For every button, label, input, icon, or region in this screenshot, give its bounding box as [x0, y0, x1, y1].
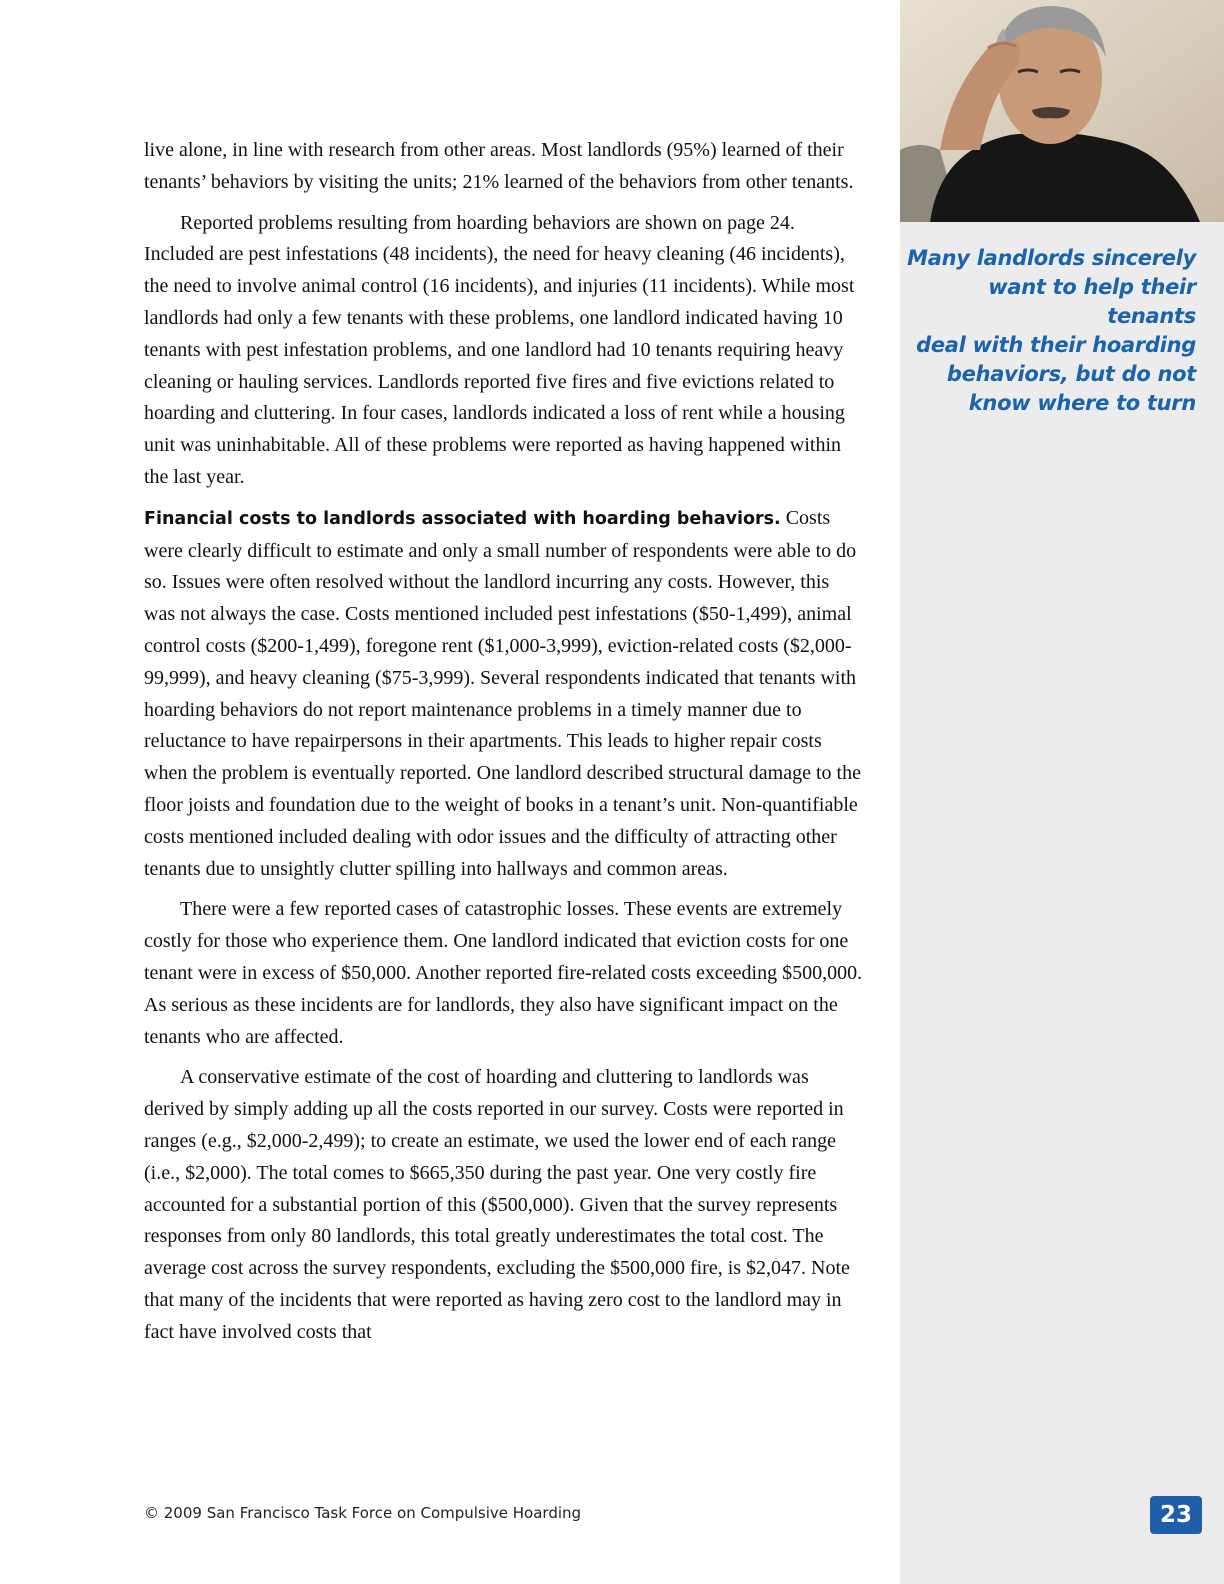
page-number: 23 — [1150, 1496, 1202, 1534]
pull-quote-line: deal with their hoarding — [916, 333, 1196, 357]
pull-quote-line: Many landlords sincerely — [907, 246, 1196, 270]
paragraph-text: A conservative estimate of the cost of hoarding and cluttering to landlords was derived by simply adding up all the costs reported in our survey. Costs were reported in ranges (e.g., $2,000-2,499); to create an estimate, we used the lower end of each range (i.e., $2,000). The total comes to $665,350 during the past year. One very costly fire accounted for a substantial portion of this ($500,000). Given that the survey represents responses from only 80 landlords, this total greatly underestimates the total cost. The average cost across the survey respondents, excluding the $500,000 fire, is $2,047. Note that many of the incidents that were reported as having zero cost to the landlord may in fact have involved costs that — [144, 1066, 850, 1343]
photo-illustration — [900, 0, 1224, 222]
run-in-heading: Financial costs to landlords associated with hoarding behaviors. — [144, 508, 781, 529]
body-text — [144, 135, 864, 1357]
paragraph-text: live alone, in line with research from other areas. Most landlords (95%) learned of their tenants’ behaviors by visiting the units; 21% learned of the behaviors from other tenants. — [144, 139, 854, 193]
paragraph — [144, 135, 864, 199]
pull-quote-line: want to help their tenants — [988, 275, 1196, 328]
pull-quote-line: behaviors, but do not — [946, 362, 1196, 386]
paragraph-text: Costs were clearly difficult to estimate and only a small number of respondents were able to do so. Issues were often resolved without the landlord incurring any costs. However, this was not always the case. Costs mentioned included pest infestations ($50-1,499), animal control costs ($200-1,499), foregone rent ($1,000-3,999), eviction-related costs ($2,000-99,999), and heavy cleaning ($75-3,999). Several respondents indicated that tenants with hoarding behaviors do not report maintenance problems in a timely manner due to reluctance to have repairpersons in their apartments. This leads to higher repair costs when the problem is eventually reported. One landlord described structural damage to the floor joists and foundation due to the weight of books in a tenant’s unit. Non-quantifiable costs mentioned included dealing with odor issues and the difficulty of attracting other tenants due to unsightly clutter spilling into hallways and common areas. — [144, 506, 861, 880]
paragraph — [144, 208, 864, 494]
paragraph-text: There were a few reported cases of catastrophic losses. These events are extremely costly for those who experience them. One landlord indicated that eviction costs for one tenant were in excess of $50,000. Another reported fire-related costs exceeding $500,000. As serious as these incidents are for landlords, they also have significant impact on the tenants who are affected. — [144, 898, 863, 1048]
paragraph — [144, 1062, 864, 1348]
paragraph — [144, 503, 864, 886]
pull-quote — [900, 244, 1196, 418]
sidebar — [900, 0, 1224, 1584]
paragraph — [144, 894, 864, 1053]
photo-worried-man — [900, 0, 1224, 222]
footer-copyright: © 2009 San Francisco Task Force on Compulsive Hoarding — [144, 1504, 582, 1522]
pull-quote-line: know where to turn — [968, 391, 1196, 415]
paragraph-text: Reported problems resulting from hoarding behaviors are shown on page 24. Included are pest infestations (48 incidents), the need for heavy cleaning (46 incidents), the need to involve animal control (16 incidents), and injuries (11 incidents). While most landlords had only a few tenants with these problems, one landlord indicated having 10 tenants with pest infestation problems, and one landlord had 10 tenants requiring heavy cleaning or hauling services. Landlords reported five fires and five evictions related to hoarding and cluttering. In four cases, landlords indicated a loss of rent while a housing unit was uninhabitable. All of these problems were reported as having happened within the last year. — [144, 211, 855, 488]
